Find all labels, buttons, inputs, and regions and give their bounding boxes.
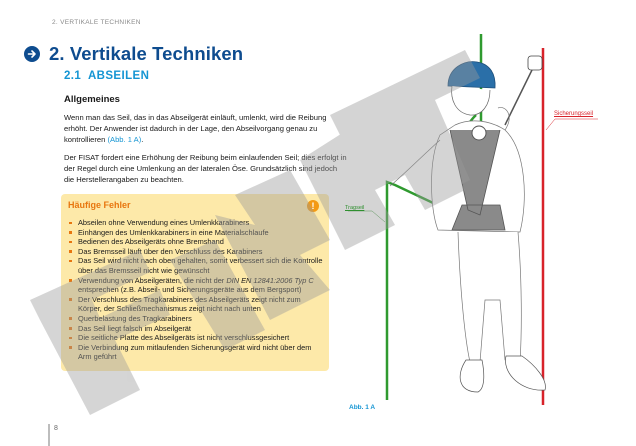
right-boot <box>505 356 545 390</box>
bullet-icon <box>69 260 72 263</box>
chapter-title: 2. Vertikale Techniken <box>49 43 244 64</box>
helmet <box>448 62 495 88</box>
error-item-text: Abseilen ohne Verwendung eines Umlenkkarabiners <box>78 218 250 227</box>
tragseil-leader <box>348 211 385 222</box>
error-item <box>68 218 324 228</box>
standard-reference: DIN EN 12841:2006 Typ C <box>226 275 314 285</box>
figure-reference-link[interactable]: (Abb. 1 A) <box>107 135 142 144</box>
tragseil-callout: Tragseil <box>345 205 365 211</box>
error-item-text: Einhängen des Umlenkkarabiners in eine Materialschlaufe <box>78 227 269 237</box>
sicherungsseil-callout: Sicherungsseil <box>554 111 594 117</box>
chapter-heading <box>24 43 243 65</box>
error-item <box>68 324 324 334</box>
error-item <box>68 256 324 275</box>
page-number-rule <box>48 424 50 446</box>
bullet-icon <box>69 327 72 330</box>
error-item <box>68 314 324 324</box>
error-item-text: Das Seil liegt falsch im Abseilgerät <box>78 323 191 333</box>
bullet-icon <box>69 337 72 340</box>
error-item-text: Das Seil wird nicht nach oben gehalten, somit verbessert sich die Kontrolle über das Bremsseil nicht wie gewünscht <box>78 256 323 275</box>
error-item-text: Die seitliche Platte des Abseilgeräts ist nicht verschlussgesichert <box>78 333 290 343</box>
error-item-text: Das Bremsseil läuft über den Verschluss des Karabiners <box>78 246 263 256</box>
bullet-icon <box>69 279 72 282</box>
error-item <box>68 295 324 314</box>
error-item-text: Der Verschluss des Tragkarabiners des Abseilgeräts zeigt nicht zum Körper, der Schließmechanismus zeigt nicht nach unten <box>78 294 301 314</box>
paragraph-2: Der FISAT fordert eine Erhöhung der Reibung beim einlaufenden Seil; dies erfolgt in der Regel durch eine Umlenkung an der lateralen Öse. Grundsätzlich sind jedoch die Herstellerangaben zu beachten. <box>64 153 347 184</box>
subheading: Allgemeines <box>64 94 120 105</box>
left-boot <box>460 360 484 392</box>
common-errors-box <box>61 194 329 371</box>
legs <box>458 232 521 362</box>
section-title: 2.1 ABSEILEN <box>64 70 150 82</box>
rope-grab <box>528 56 542 70</box>
head <box>452 86 490 115</box>
exclamation-circle-icon: ! <box>307 200 319 212</box>
common-errors-title: Häufige Fehler <box>68 200 131 210</box>
paragraph-1-text: Wenn man das Seil, das in das Abseilgerät einläuft, umlenkt, wird die Reibung erhöht. Der Anwender ist dadurch in der Lage, den Abseilvorgang genau zu kontrollieren <box>64 113 327 144</box>
error-item <box>68 237 324 247</box>
descender-device <box>472 126 486 140</box>
error-item <box>68 228 324 238</box>
page-number: 8 <box>54 425 58 432</box>
error-item-tail: entsprechen (z.B. Abseil- und Sicherungsgeräte aus dem Bergsport) <box>78 285 302 295</box>
bullet-icon <box>69 231 72 234</box>
error-item-text: Verwendung von Abseilgeräten, die nicht der <box>78 275 227 285</box>
error-item-text: Die Verbindung zum mitlaufenden Sicherungsgerät wird nicht über dem Arm geführt <box>78 342 312 362</box>
bullet-icon <box>69 298 72 301</box>
error-list <box>68 218 324 362</box>
sicherungsseil-leader <box>546 119 598 130</box>
bullet-icon <box>69 241 72 244</box>
paragraph-1 <box>64 112 349 145</box>
error-item-text: Querbelastung des Tragkarabiners <box>78 313 192 323</box>
error-item <box>68 343 324 362</box>
bullet-icon <box>69 317 72 320</box>
running-head: 2. VERTIKALE TECHNIKEN <box>52 19 141 26</box>
bullet-icon <box>69 222 72 225</box>
bullet-icon <box>69 250 72 253</box>
error-item-text: Bedienen des Abseilgeräts ohne Bremshand <box>78 237 224 247</box>
error-item <box>68 333 324 343</box>
bullet-icon <box>69 346 72 349</box>
abseiling-illustration <box>330 30 630 430</box>
arrow-right-circle-icon <box>24 46 40 62</box>
paragraph-1-tail: . <box>141 135 144 144</box>
error-item <box>68 276 324 295</box>
error-item <box>68 247 324 257</box>
figure-label: Abb. 1 A <box>349 404 376 411</box>
